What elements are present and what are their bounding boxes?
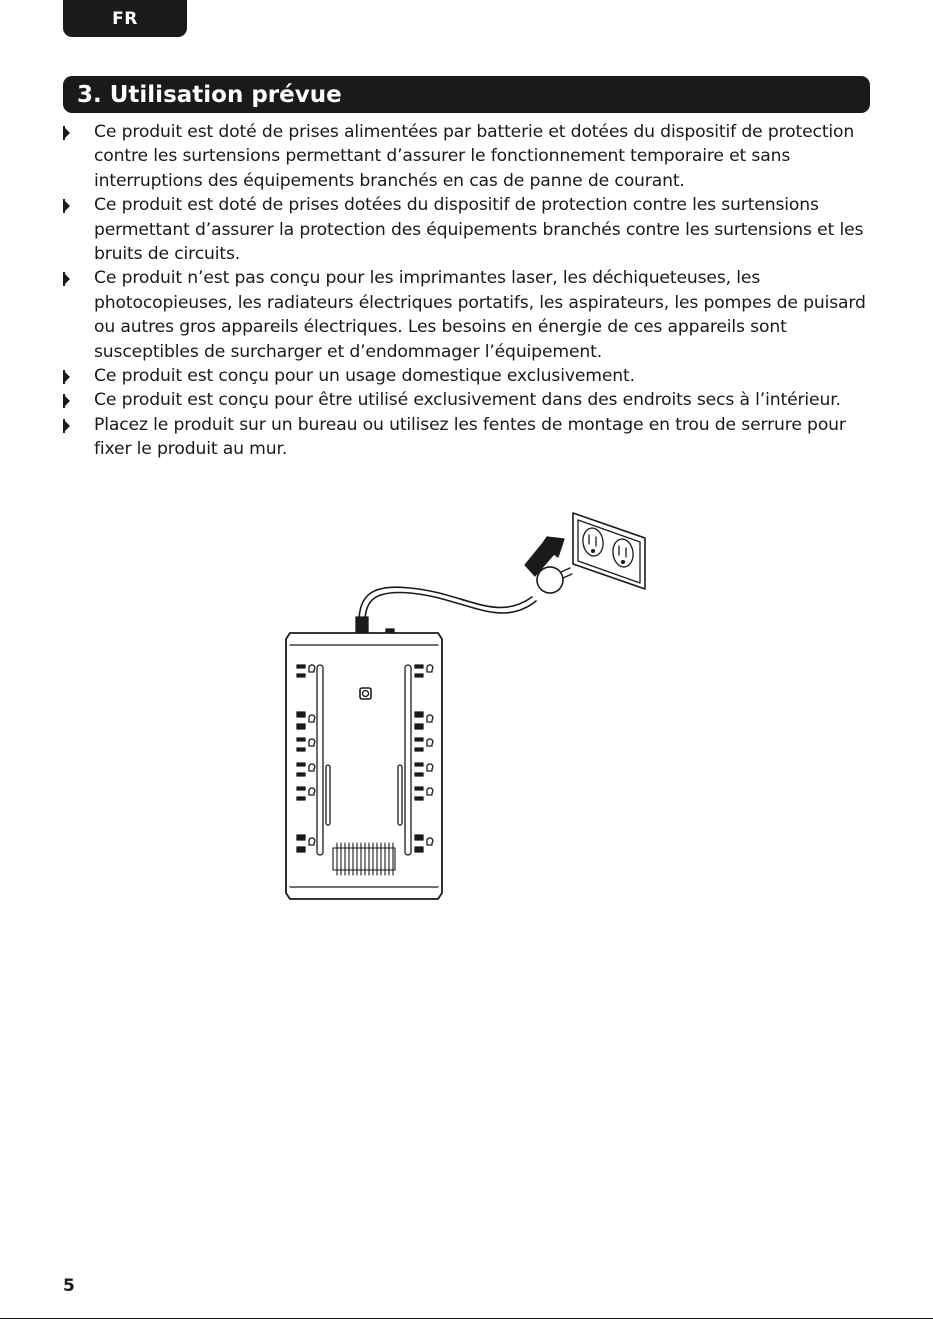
bullet-text: Placez le produit sur un bureau ou utilisez les fentes de montage en trou de serrure pour fixer le produit au mur. (94, 414, 846, 460)
list-item (63, 193, 873, 266)
section-header (63, 76, 870, 113)
list-item (63, 413, 873, 462)
bullet-text: Ce produit n’est pas conçu pour les imprimantes laser, les déchiqueteuses, les photocopieuses, les radiateurs électriques portatifs, les aspirateurs, les pompes de puisard ou autres gros appareils électriques. Les besoins en énergie de ces appareils sont susceptibles de surcharger et d’endommager l’équipement. (94, 268, 866, 362)
list-item (63, 388, 873, 412)
plug-icon (537, 567, 572, 593)
bullet-icon (63, 272, 70, 286)
bullet-icon (63, 394, 70, 408)
bullet-icon (63, 199, 70, 213)
list-item (63, 266, 873, 364)
bullet-icon (63, 419, 70, 433)
wall-outlet-icon (573, 513, 645, 589)
page-divider (0, 1318, 933, 1319)
bullet-text: Ce produit est doté de prises dotées du dispositif de protection contre les surtensions permettant d’assurer la protection des équipements branchés contre les surtensions et les bruits de circuits. (94, 195, 864, 265)
bullet-text: Ce produit est conçu pour être utilisé exclusivement dans des endroits secs à l’intérieur. (94, 390, 841, 411)
ups-unit-icon (286, 617, 442, 899)
language-tab (63, 0, 187, 37)
section-title: 3. Utilisation prévue (77, 82, 342, 108)
bullet-icon (63, 370, 70, 384)
page-number: 5 (63, 1276, 75, 1296)
language-label: FR (112, 8, 138, 29)
list-item (63, 364, 873, 388)
ups-illustration (280, 505, 660, 905)
bullet-text: Ce produit est doté de prises alimentées par batterie et dotées du dispositif de protection contre les surtensions permettant d’assurer le fonctionnement temporaire et sans interruptions des équipements branchés en cas de panne de courant. (94, 122, 855, 191)
list-item (63, 120, 873, 193)
bullet-icon (63, 126, 70, 140)
bullet-list (63, 120, 873, 462)
bullet-text: Ce produit est conçu pour un usage domestique exclusivement. (94, 366, 635, 387)
